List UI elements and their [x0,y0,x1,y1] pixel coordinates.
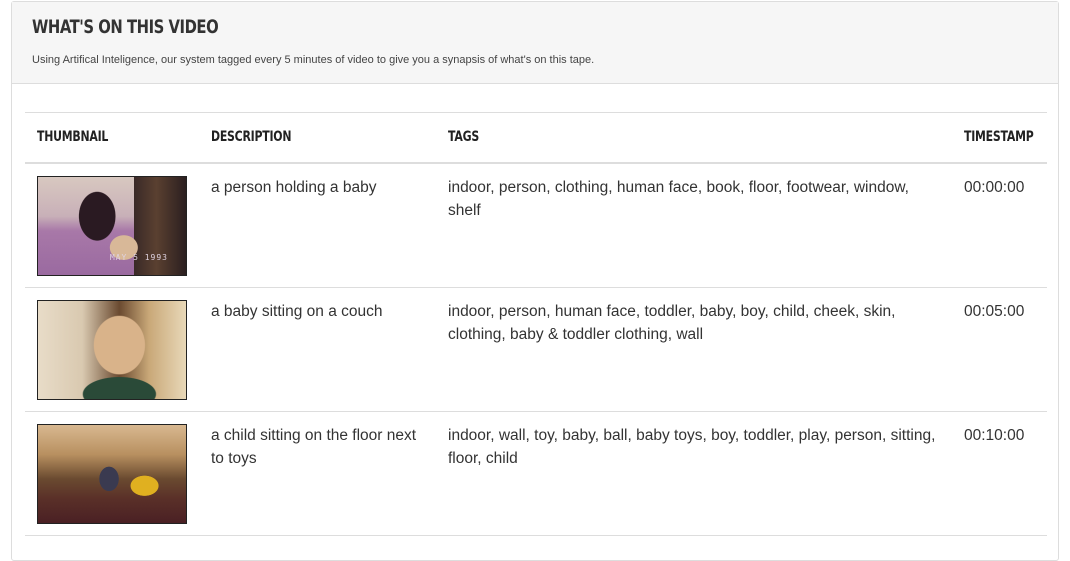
tags-cell: indoor, person, clothing, human face, book, floor, footwear, window, shelf [436,163,952,288]
column-header-timestamp: TIMESTAMP [952,113,1047,163]
timestamp-cell: 00:00:00 [952,163,1047,288]
tags-table [25,112,1047,536]
table-row [25,287,1047,411]
table-header-row [25,113,1047,163]
video-tags-panel [11,1,1059,561]
column-header-thumbnail: THUMBNAIL [25,113,199,163]
panel-title: WHAT'S ON THIS VIDEO [32,16,219,38]
panel-subtitle: Using Artifical Inteligence, our system tagged every 5 minutes of video to give you a synapsis of what's on this tape. [32,54,595,66]
thumbnail-date-overlay: MAY 5 1993 [109,252,168,262]
column-header-description: DESCRIPTION [199,113,436,163]
description-cell: a person holding a baby [199,163,436,288]
table-body [25,163,1047,536]
thumbnail-cell [25,287,199,411]
thumbnail-cell [25,411,199,535]
thumbnail-cell [25,163,199,288]
description-cell: a baby sitting on a couch [199,287,436,411]
column-header-tags: TAGS [436,113,952,163]
table-header [25,113,1047,163]
tags-table-container [25,112,1047,536]
timestamp-cell: 00:05:00 [952,287,1047,411]
video-thumbnail[interactable] [37,424,187,524]
panel-header [12,2,1058,84]
timestamp-cell: 00:10:00 [952,411,1047,535]
video-thumbnail[interactable] [37,176,187,276]
table-row [25,411,1047,535]
tags-cell: indoor, wall, toy, baby, ball, baby toys, boy, toddler, play, person, sitting, floor, child [436,411,952,535]
table-row [25,163,1047,288]
video-thumbnail[interactable] [37,300,187,400]
tags-cell: indoor, person, human face, toddler, baby, boy, child, cheek, skin, clothing, baby & toddler clothing, wall [436,287,952,411]
description-cell: a child sitting on the floor next to toys [199,411,436,535]
